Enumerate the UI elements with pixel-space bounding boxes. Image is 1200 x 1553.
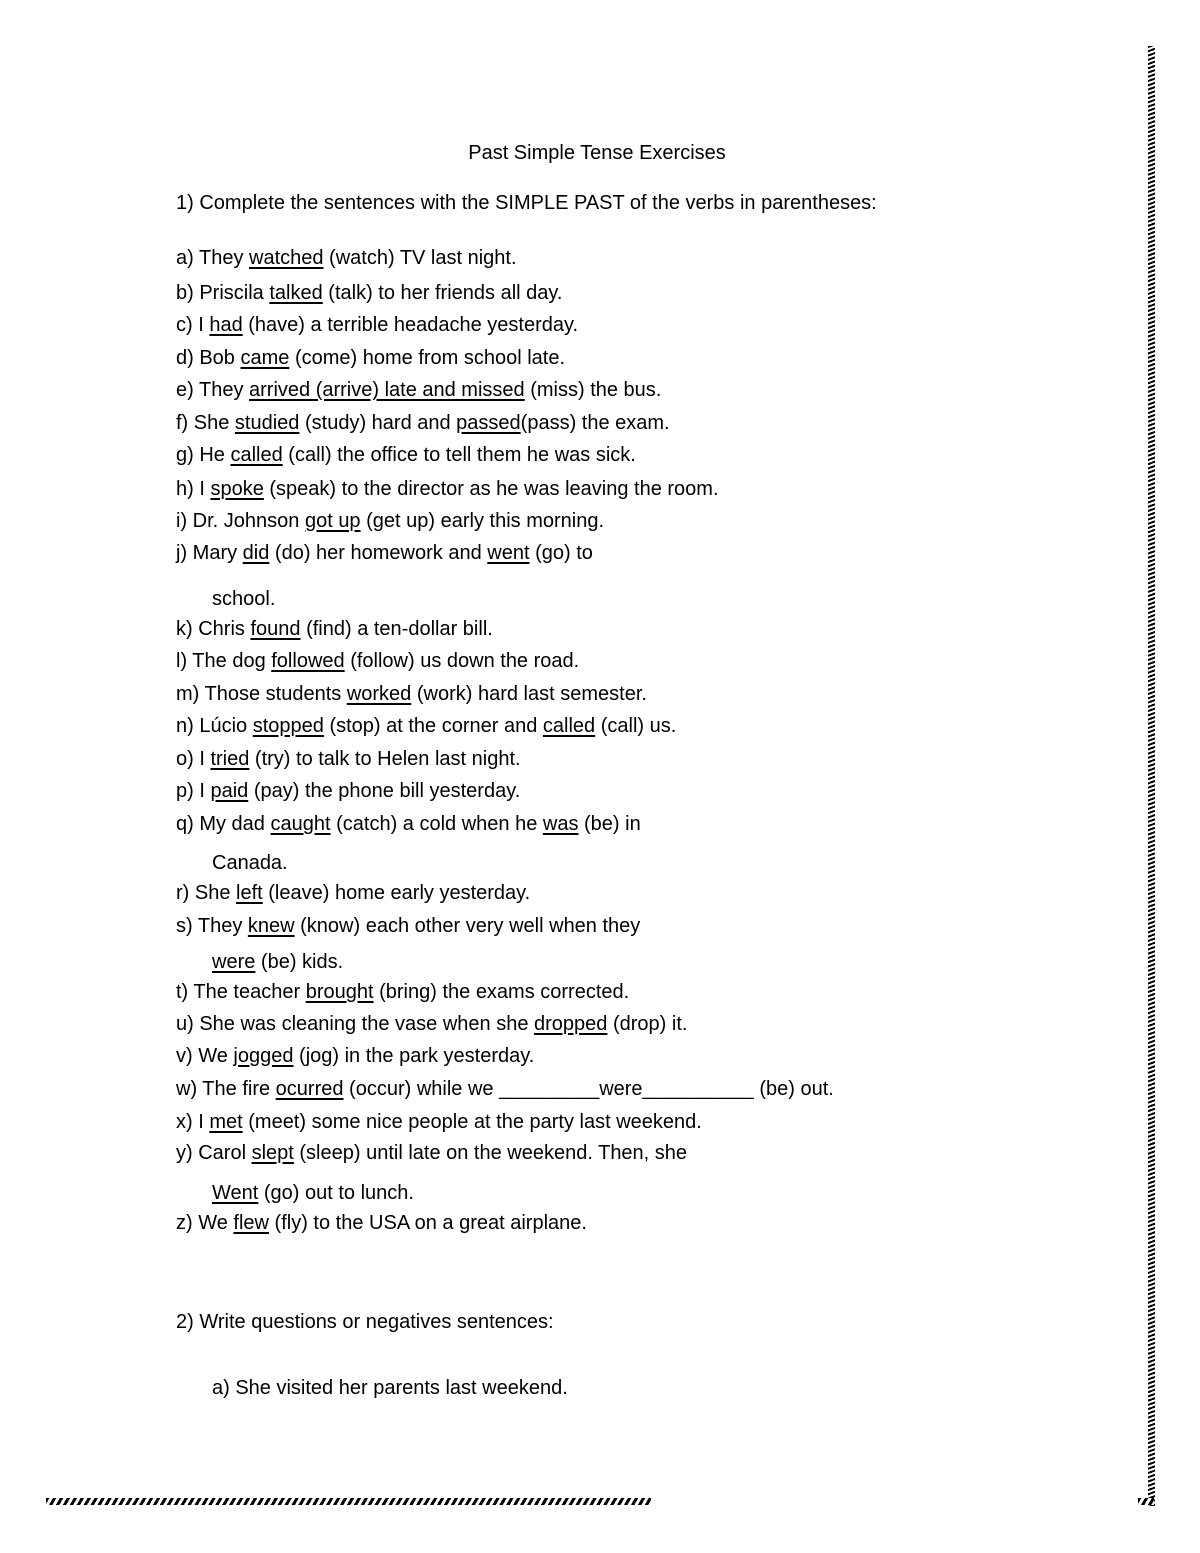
exercise-text: Canada.	[212, 852, 288, 874]
exercise-text: c) I	[176, 314, 210, 336]
exercise-text: j) Mary	[176, 542, 243, 564]
exercise-item	[176, 412, 670, 435]
answer-text: did	[242, 542, 270, 564]
answer-text: was	[542, 813, 579, 835]
exercise-text: (try) to talk to Helen last night.	[249, 748, 521, 770]
answer-text: ocurred	[275, 1078, 344, 1100]
exercise-text: u) She was cleaning the vase when she	[176, 1013, 534, 1035]
answer-text: worked	[346, 683, 412, 705]
exercise-text: (miss) the bus.	[524, 379, 662, 401]
exercise-text: p) I	[176, 780, 211, 802]
exercise-text: a) She visited her parents last weekend.	[212, 1377, 568, 1399]
exercise-item	[176, 1142, 687, 1165]
exercise-text: h) I	[176, 478, 211, 500]
exercise-text: q) My dad	[176, 813, 271, 835]
exercise-text: e) They	[176, 379, 249, 401]
exercise-text: (be) kids.	[255, 951, 344, 973]
exercise-text: (have) a terrible headache yesterday.	[242, 314, 579, 336]
exercise-item	[176, 314, 578, 337]
exercise-text: (get up) early this morning.	[360, 510, 604, 532]
answer-text: passed	[456, 412, 521, 434]
exercise-text: (stop) at the corner and	[323, 715, 543, 737]
exercise-text: (bring) the exams corrected.	[373, 981, 630, 1003]
exercise-text: v) We	[176, 1045, 234, 1067]
exercise-item	[176, 478, 719, 501]
exercise-text: (catch) a cold when he	[330, 813, 543, 835]
exercise-text: (jog) in the park yesterday.	[293, 1045, 535, 1067]
exercise-item	[176, 683, 647, 706]
exercise-text: (call) the office to tell them he was sick.	[282, 444, 636, 466]
exercise-text: (know) each other very well when they	[294, 915, 641, 937]
exercise-text: k) Chris	[176, 618, 251, 640]
answer-text: knew	[247, 915, 295, 937]
page-border-bottom	[46, 1498, 651, 1505]
exercise-item	[176, 510, 604, 533]
exercise-text: g) He	[176, 444, 231, 466]
exercise-text: t) The teacher	[176, 981, 306, 1003]
exercise-continuation	[212, 1377, 568, 1400]
answer-text: brought	[305, 981, 374, 1003]
answer-text: had	[209, 314, 243, 336]
exercise-text: (watch) TV last night.	[323, 247, 517, 269]
exercise-item	[176, 748, 521, 771]
exercise-item	[176, 444, 636, 467]
exercise-item	[176, 1212, 587, 1235]
answer-text: tried	[210, 748, 250, 770]
exercise-item	[176, 618, 493, 641]
section2-instruction: 2) Write questions or negatives sentences:	[176, 1311, 554, 1333]
exercise-text: a) They	[176, 247, 249, 269]
exercise-text: r) She	[176, 882, 237, 904]
answer-text: Went	[212, 1182, 259, 1204]
exercise-text: m) Those students	[176, 683, 347, 705]
exercise-text: s) They	[176, 915, 248, 937]
answer-text: jogged	[233, 1045, 294, 1067]
exercise-text: (occur) while we _________were__________ (be) out.	[343, 1078, 834, 1100]
answer-text: talked	[269, 282, 323, 304]
exercise-text: (leave) home early yesterday.	[262, 882, 531, 904]
exercise-text: o) I	[176, 748, 211, 770]
answer-text: followed	[271, 650, 345, 672]
exercise-text: (do) her homework and	[269, 542, 488, 564]
exercise-text: (sleep) until late on the weekend. Then, she	[293, 1142, 688, 1164]
exercise-text: d) Bob	[176, 347, 241, 369]
exercise-item	[176, 347, 565, 370]
answer-text: stopped	[252, 715, 324, 737]
exercise-text: n) Lúcio	[176, 715, 253, 737]
answer-text: slept	[251, 1142, 294, 1164]
answer-text: watched	[249, 247, 324, 269]
exercise-continuation	[212, 852, 288, 875]
answer-text: called	[542, 715, 596, 737]
exercise-continuation	[212, 1182, 414, 1205]
exercise-item	[176, 915, 640, 938]
exercise-text: school.	[212, 588, 276, 610]
exercise-item	[176, 650, 579, 673]
exercise-text: x) I	[176, 1111, 210, 1133]
exercise-item	[176, 715, 676, 738]
exercise-text: f) She	[176, 412, 235, 434]
exercise-text: (pay) the phone bill yesterday.	[248, 780, 521, 802]
answer-text: dropped	[534, 1013, 608, 1035]
page-border-right	[1148, 46, 1155, 1506]
exercise-continuation	[212, 588, 275, 611]
exercise-text: (go) out to lunch.	[258, 1182, 414, 1204]
exercise-text: y) Carol	[176, 1142, 252, 1164]
exercise-text: (call) us.	[595, 715, 677, 737]
page-title: Past Simple Tense Exercises	[468, 142, 726, 164]
exercise-item	[176, 379, 661, 402]
exercise-text: (pass) the exam.	[520, 412, 670, 434]
exercise-text: (drop) it.	[607, 1013, 688, 1035]
exercise-text: (come) home from school late.	[289, 347, 566, 369]
answer-text: caught	[270, 813, 331, 835]
answer-text: were	[212, 951, 256, 973]
answer-text: arrived (arrive) late and missed	[249, 379, 525, 401]
answer-text: called	[230, 444, 283, 466]
answer-text: left	[236, 882, 263, 904]
exercise-text: (speak) to the director as he was leaving the room.	[263, 478, 719, 500]
answer-text: got up	[304, 510, 361, 532]
answer-text: flew	[233, 1212, 269, 1234]
exercise-item	[176, 882, 530, 905]
exercise-continuation	[212, 951, 343, 974]
exercise-item	[176, 813, 641, 836]
exercise-item	[176, 981, 629, 1004]
exercise-text: (be) in	[578, 813, 641, 835]
exercise-item	[176, 1013, 687, 1036]
exercise-item	[176, 780, 520, 803]
section1-instruction: 1) Complete the sentences with the SIMPLE PAST of the verbs in parentheses:	[176, 192, 877, 214]
exercise-text: z) We	[176, 1212, 234, 1234]
exercise-item	[176, 1111, 702, 1134]
exercise-text: (study) hard and	[299, 412, 457, 434]
answer-text: came	[240, 347, 290, 369]
exercise-item	[176, 1045, 534, 1068]
exercise-text: (follow) us down the road.	[344, 650, 580, 672]
answer-text: paid	[210, 780, 249, 802]
exercise-item	[176, 247, 517, 270]
exercise-item	[176, 282, 562, 305]
exercise-item	[176, 1078, 834, 1101]
exercise-text: (meet) some nice people at the party last weekend.	[242, 1111, 702, 1133]
exercise-text: (work) hard last semester.	[411, 683, 647, 705]
answer-text: met	[209, 1111, 243, 1133]
exercise-text: (talk) to her friends all day.	[322, 282, 563, 304]
exercise-text: i) Dr. Johnson	[176, 510, 305, 532]
answer-text: went	[487, 542, 530, 564]
answer-text: found	[250, 618, 301, 640]
exercise-text: (go) to	[529, 542, 593, 564]
exercise-text: b) Priscila	[176, 282, 270, 304]
exercise-text: l) The dog	[176, 650, 272, 672]
exercise-item	[176, 542, 593, 565]
exercise-text: (fly) to the USA on a great airplane.	[269, 1212, 587, 1234]
page-border-corner	[1138, 1498, 1154, 1505]
exercise-text: (find) a ten-dollar bill.	[300, 618, 493, 640]
answer-text: spoke	[210, 478, 264, 500]
answer-text: studied	[234, 412, 300, 434]
exercise-text: w) The fire	[176, 1078, 276, 1100]
